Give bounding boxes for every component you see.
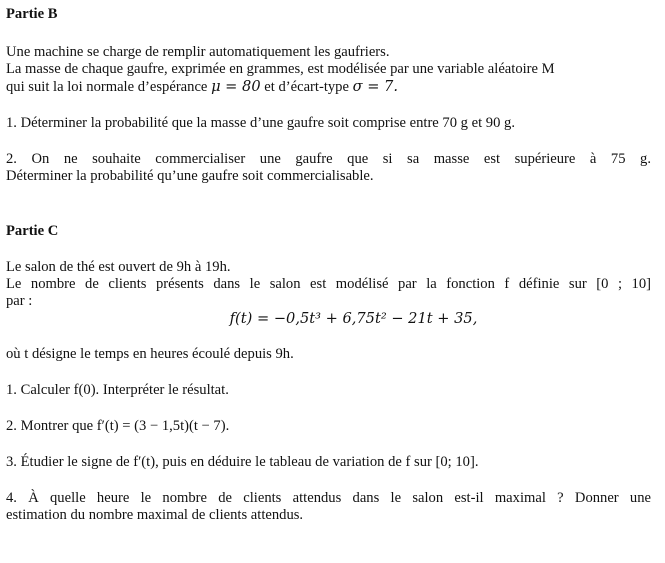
part-b-intro-line-3-start: qui suit la loi normale d’espérance [6, 79, 212, 95]
exercise-document [6, 6, 651, 524]
part-c-question-2: 2. Montrer que f′(t) = (3 − 1,5t)(t − 7). [6, 418, 230, 434]
part-b-intro-line-3 [6, 78, 651, 96]
part-c-question-1: 1. Calculer f(0). Interpréter le résultat. [6, 382, 229, 398]
part-b-title: Partie B [6, 6, 58, 22]
part-b-question-1: 1. Déterminer la probabilité que la masse d’une gaufre soit comprise entre 70 g et 90 g. [6, 115, 515, 131]
part-c-question-4-line-2: estimation du nombre maximal de clients attendus. [6, 507, 304, 523]
part-c-question-3: 3. Étudier le signe de f′(t), puis en déduire le tableau de variation de f sur [0; 10]. [6, 454, 479, 470]
part-b-intro-line-1: Une machine se charge de remplir automatiquement les gaufriers. [6, 44, 390, 60]
function-formula: f(t) = −0,5t³ + 6,75t² − 21t + 35, [229, 310, 478, 327]
part-b-intro-line-3-mid: et d’écart-type [260, 79, 353, 95]
part-c-question-4-line-1: 4. À quelle heure le nombre de clients attendus dans le salon est-il maximal ? Donner une [6, 490, 651, 506]
part-b-intro-line-2: La masse de chaque gaufre, exprimée en grammes, est modélisée par une variable aléatoire M [6, 61, 555, 77]
sigma-value: σ = 7. [352, 78, 398, 95]
part-c-intro-line-1: Le salon de thé est ouvert de 9h à 19h. [6, 259, 231, 275]
part-c-variable-definition: où t désigne le temps en heures écoulé depuis 9h. [6, 346, 294, 362]
part-c-intro-line-2: Le nombre de clients présents dans le salon est modélisé par la fonction f définie sur [0 ; 10] [6, 276, 651, 292]
part-b-question-2-line-1: 2. On ne souhaite commercialiser une gaufre que si sa masse est supérieure à 75 g. [6, 151, 651, 167]
mu-value: μ = 80 [211, 78, 261, 95]
part-b-question-2-line-2: Déterminer la probabilité qu’une gaufre soit commercialisable. [6, 168, 374, 184]
part-c-title: Partie C [6, 223, 59, 239]
part-c-intro-line-3: par : [6, 293, 33, 309]
